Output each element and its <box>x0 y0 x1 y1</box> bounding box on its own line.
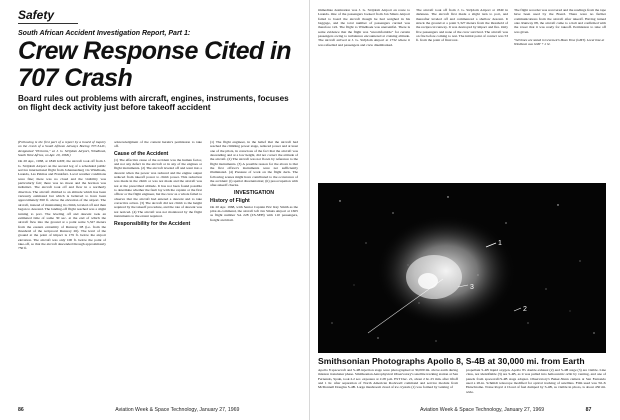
photo-caption <box>318 368 606 402</box>
left-body-columns <box>18 140 302 402</box>
body-column-2 <box>114 140 202 402</box>
body-column-4 <box>318 8 410 178</box>
right-publication-line: Aviation Week & Space Technology, January 27, 1969 <box>420 407 545 413</box>
subheading: History of Flight <box>210 197 250 204</box>
body-paragraph: The aircraft took off from J. G. Strijdom Airport at 1849 in darkness. The aircraft first made a slight turn to port, and thereafter leveled off and commenced a shallow descent. It struck the ground at a point 5,327 meters from the threshold of the reciprocal runway. It was destroyed by impact and fire. Only five passengers and none of the crew survived. The aircraft was on fire before coming to rest. The initial point of contact was 53 ft. from the point of final rest. <box>416 8 508 43</box>
left-page-number: 86 <box>18 407 24 413</box>
photo-label-3: 3 <box>470 284 474 291</box>
body-paragraph: immediate destination was J. G. Strijdom Airport en route to Luanda. One of the passengers booked from Jan Smuts Airport failed to board the aircraft though he had weighed in his baggage, and the total number of passengers carried was therefore 122. The flight to Windhoek was uneventful. There is some evidence that the flight was "uncomfortable" for certain passengers owing to turbulence encountered at cruising altitude. The aircraft arrived at J. G. Strijdom Airport at 1732 where it was refuelled and passengers and crew disembarked. <box>318 8 410 47</box>
page-gutter <box>309 0 310 420</box>
body-paragraph: On 20 Apr. 1968, with Senior Captain Eric Ray Smith as the pilot-in-command, the aircraft left Jan Smuts Airport at 1605 as flight number SA 228 (ZS-SEH) with 110 passengers, freight and mail. <box>210 204 298 222</box>
star-field-image <box>318 183 606 353</box>
right-body-columns <box>318 8 606 178</box>
apollo-8-photograph <box>318 183 606 353</box>
right-page-number: 87 <box>585 407 592 413</box>
subheading: Responsibility for the Accident <box>114 220 191 227</box>
body-column-6 <box>514 8 606 178</box>
body-column-3 <box>210 140 298 402</box>
body-paragraph: (1) The effective cause of the accident was the human factor, and not any defect in the aircraft or in any of the engines or flight instruments. (2) The aircraft leveled off and went into a descent when the power was reduced and the engine output reduced from takeoff power to climb power. This reduction was made in the climb or was not made and the aircraft was not at the prescribed altitude. It has not been found possible to determine whether the fault lay with the captain or the first officer or the flight engineer, but the crew as a whole failed to observe that the aircraft had entered a descent and to take corrective action. (3) The aircraft did not climb to the height required by the takeoff procedure, and the rate of descent was not noticed. (4) The aircraft was not monitored by the flight instruments to the extent required. <box>114 157 202 219</box>
subheading: Cause of the Accident <box>114 150 169 157</box>
body-paragraph: (1) The flight engineer, in the belief that the aircraft had reached the climbing power stage, reduced power and at least one of the pilots, in conscious of the fact that the aircraft was descending and at a low height, did not correct the attitude of the aircraft. (2) The aircraft was not flown by reference to the flight instruments. (3) A possible reason for the above is that the first officer's instruments were not sufficiently illuminated. (4) Pressure of work on the flight deck. The following scenes might have contributed to the occurrence of the accident: (i) spatial disorientation; (ii) preoccupation with after-takeoff checks. <box>210 140 298 188</box>
article-kicker: South African Accident Investigation Report, Part 1: <box>18 30 191 37</box>
body-paragraph: On 20 Apr., 1968, at 1849 GMT, the aircraft took off from J. G. Strijdom Airport on the second leg of a scheduled public service international flight from Johannesburg via Windhoek, Luanda, Las Palmas and Frankfurt. Local weather conditions were fine; there was no cloud and the visibility was particularly fair; there was no moon and the horizon was indistinct. The aircraft took off and flew in a northerly direction. The aircraft climbed to an altitude which has been variously estimated but which is believed to have been approximately 650 ft. above the elevation of the airport. The aircraft, instead of maintaining its climb, leveled off and then began to descend. The landing-off flight reached was a slight turning to port. The leveling off and descent took an estimated time of some 30 sec. at the end of which the aircraft flew into the ground at a point some 5,327 meters from the eastern extremity of Runway 08 (i.e. from the threshold of the reciprocal Runway 26). The level of the ground at the point of impact is 179 ft. below the airport elevation. The aircraft was only 100 ft. below the point of take-off, so that the aircraft descended through approximately 750 ft. <box>18 159 106 251</box>
photo-label-1: 1 <box>498 240 502 247</box>
body-column-5 <box>416 8 508 178</box>
body-paragraph: acknowledgment of the content herein's permission to take off. <box>114 140 202 149</box>
caption-column-left: Apollo 8 spacecraft and S-4B injection stage were photographed at 30,000 mi. above earth during mission translunar phase. Smithsonian Astrophysical Observatory's satellite tracking station at San Fernando, Spain, took 2.2 sec. exposure at 1:28 p.m. EST Dec. 21, about 2 hr. 25 min. after liftoff and 1 hr. after separation of North American Rockwell command and service module from McDonnell Douglas S-4B. Large mushroom cloud of ice crystals (1) was formed by venting of <box>318 368 458 390</box>
photo-label-2: 2 <box>523 306 527 313</box>
body-column-1 <box>18 140 106 402</box>
section-tag: Safety <box>18 8 78 24</box>
right-footer <box>420 407 591 413</box>
intro-paragraph: (Following is the first part of a report by a board of inquiry on the crash of a South African Airways Boeing 707-344C, designated "Pretoria," at J. G. Strijdom Airport, Windhoek, South West Africa, on Apr. 20, 1968.) <box>18 140 106 158</box>
left-publication-line: Aviation Week & Space Technology, January 27, 1969 <box>115 407 240 413</box>
subheading: INVESTIGATION <box>234 189 274 196</box>
article-headline: Crew Response Cited in 707 Crash <box>18 37 291 92</box>
body-paragraph: The flight recorder was recovered and the readings from the tape have been used by the Board. There were no further communications from the aircraft after takeoff. Having turned onto Runway 08, the aircraft came to a halt and confirmed with the tower that it was ready for takeoff. Permission to take off was given. <box>514 8 606 34</box>
photo-caption-title: Smithsonian Photographs Apollo 8, S-4B at 30,000 mi. from Earth <box>318 356 585 366</box>
left-footer <box>18 407 239 413</box>
footnote: *All times are stated in Greenwich Mean Time (GMT). Local time at Windhoek was GMT + 2 hr. <box>514 38 605 47</box>
caption-column-right: propellant S-4B liquid oxygen. Apollo 8's double exhaust (2) and S-4B stage (3) are visible. Line class, not identifiable (3) are S-4B, as it was pulled into heliocentric orbit by venting, and one of panels from spacecraft/S-4B stage adapter. Observatory's Baker-Nunn camera at San Fernando used a 20-in. Schmidt telescope modified for optical tracking of satellites. Film used was Tri-X Ektachrome. Noise Royal 4 Cloud of fuel dumped by S-4B, as visible in photo, is about 450 mi. wide. <box>466 368 606 394</box>
article-deck: Board rules out problems with aircraft, engines, instruments, focuses on flight deck activity just before takeoff accident <box>18 94 289 113</box>
